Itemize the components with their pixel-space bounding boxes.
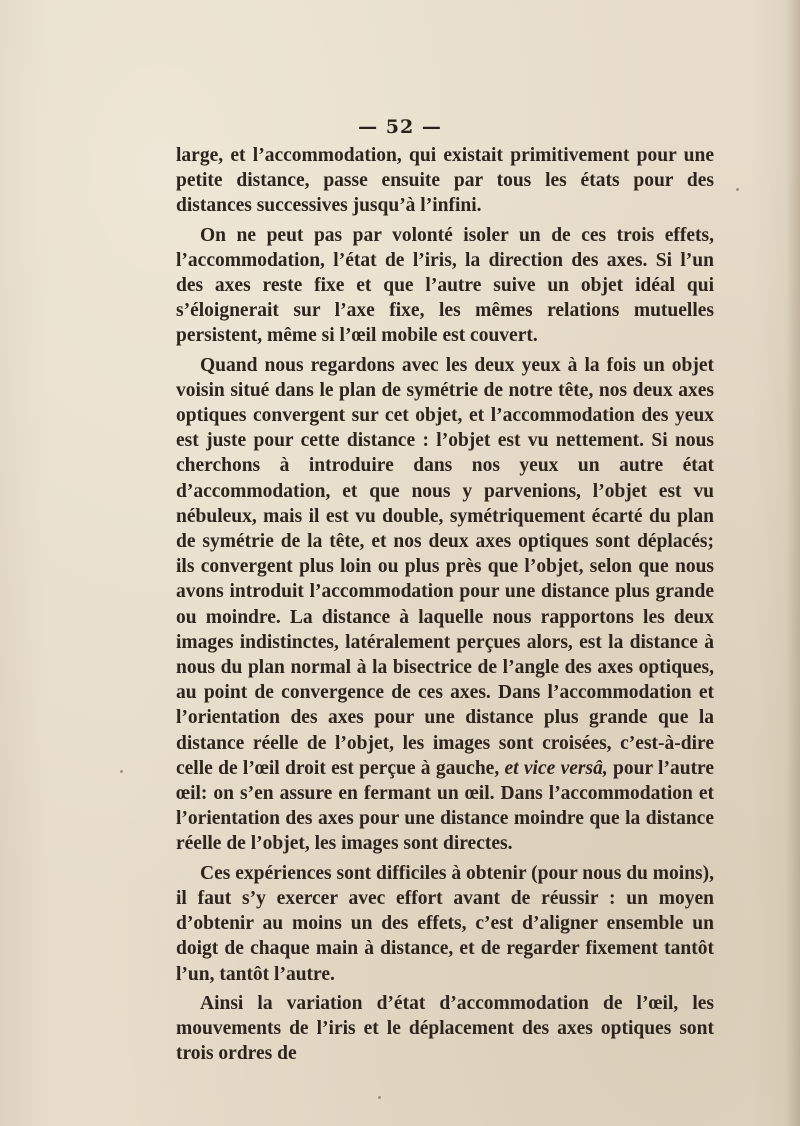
paragraph-text: Quand nous regardons avec les deux yeux à la fois un objet voisin situé dans le plan de symétrie de notre tête, nos deux axes optiques convergent sur cet objet, et l’accommodation des yeux est juste pour cette distance : l’objet est vu nettement. Si nous cherchons à introduire dans nos yeux un autre état d’accommodation, et que nous y parvenions, l’objet est vu nébuleux, mais il est vu double, symétriquement écarté du plan de symétrie de la tête, et nos deux axes optiques sont déplacés; ils convergent plus loin ou plus près que l’objet, selon que nous avons introduit l’accommodation pour une distance plus grande ou moindre. La distance à laquelle nous rapportons les deux images indistinctes, latéralement perçues alors, est la distance à nous du plan normal à la bisectrice de l’angle des axes optiques, au point de convergence de ces axes. Dans l’accommodation et l’orientation des axes pour une distance plus grande que la distance réelle de l’objet, les images sont croisées, c’est-à-dire celle de l’œil droit est perçue à gauche, xyxy=(176,354,714,779)
paragraph-text: pour l’autre œil: on s’en assure en fermant un œil. Dans l’accommodation et l’orientation des axes pour une distance moindre que la distance réelle de l’objet, les images sont directes. xyxy=(176,757,715,855)
paragraph: Ainsi la variation d’état d’accommodation de l’œil, les mouvements de l’iris et le déplacement des axes optiques sont trois ordres de xyxy=(176,992,714,1065)
paper-speck xyxy=(120,770,123,773)
paper-speck xyxy=(736,188,739,191)
paragraph: On ne peut pas par volonté isoler un de ces trois effets, l’accommodation, l’état de l’iris, la direction des axes. Si l’un des axes reste fixe et que l’autre suive un objet idéal qui s’éloignerait sur l’axe fixe, les mêmes relations mutuelles persistent, même si l’œil mobile est couvert. xyxy=(176,224,714,347)
italic-phrase: et vice versâ, xyxy=(504,757,608,779)
paragraph xyxy=(176,353,714,857)
paper-speck xyxy=(378,1096,381,1099)
body-text xyxy=(176,143,714,1066)
paragraph: large, et l’accommodation, qui existait primitivement pour une petite distance, passe ensuite par tous les états pour des distances successives jusqu’à l’infini. xyxy=(176,145,714,217)
page-number: — 52 — xyxy=(358,116,442,138)
paragraph: Ces expériences sont difficiles à obtenir (pour nous du moins), il faut s’y exercer avec effort avant de réussir : un moyen d’obtenir au moins un des effets, c’est d’aligner ensemble un doigt de chaque main à distance, et de regarder fixement tantôt l’un, tantôt l’autre. xyxy=(176,862,714,985)
page-edge-shadow xyxy=(786,0,800,1126)
